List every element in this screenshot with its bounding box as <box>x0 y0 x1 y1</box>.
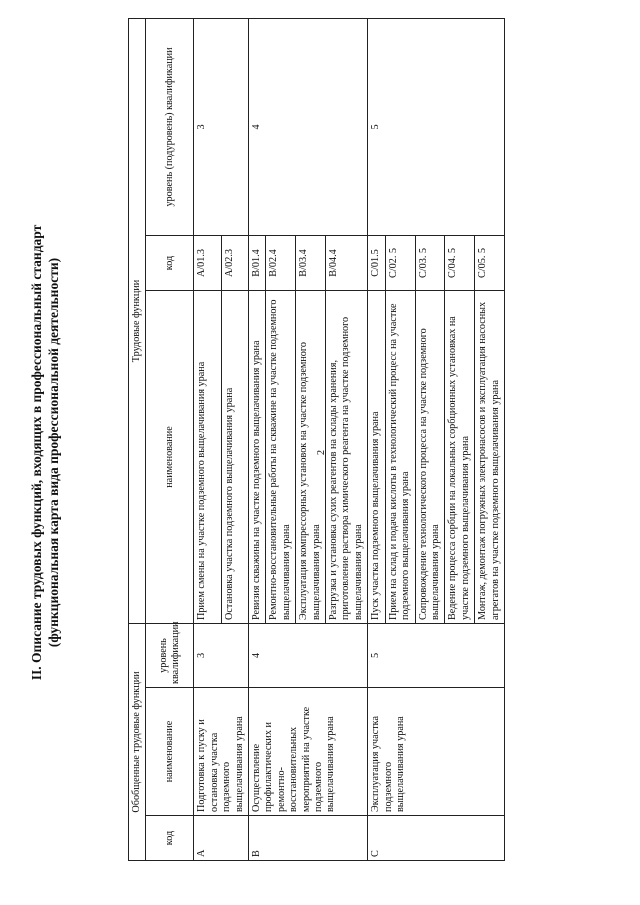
page-number: 2 <box>316 450 327 455</box>
header-gen-name: наименование <box>146 688 194 816</box>
function-name: Ревизия скважины на участке подземного выщелачивания урана <box>249 290 266 623</box>
function-sublevel: 5 <box>368 18 505 235</box>
function-code: B/01.4 <box>249 235 266 290</box>
header-labor: Трудовые функции <box>129 18 146 623</box>
header-generalized: Обобщенные трудовые функции <box>129 623 146 860</box>
group-level: 5 <box>368 623 505 687</box>
page-title <box>28 0 62 905</box>
function-code: C/03. 5 <box>415 235 445 290</box>
group-level: 3 <box>194 623 249 687</box>
function-name: Ведение процесса сорбции на локальных сорбционных установках на участке подземного выщелачивания урана <box>445 290 475 623</box>
group-name: Эксплуатация участка подземного выщелачивания урана <box>368 688 505 816</box>
functional-map-table <box>128 18 505 861</box>
group-level: 4 <box>249 623 368 687</box>
function-code: C/05. 5 <box>475 235 505 290</box>
table-row <box>194 18 221 860</box>
function-sublevel: 3 <box>194 18 249 235</box>
function-name: Эксплуатация компрессорных установок на участке подземного выщелачивания урана <box>296 290 326 623</box>
function-name: Остановка участка подземного выщелачивания урана <box>221 290 248 623</box>
function-name: Прием на склад и подача кислоты в технологический процесс на участке подземного выщелачивания урана <box>385 290 415 623</box>
function-name: Сопровождение технологического процесса на участке подземного выщелачивания урана <box>415 290 445 623</box>
table-body <box>194 18 505 860</box>
function-code: B/04.4 <box>326 235 368 290</box>
function-name: Разгрузка и установка сухих реагентов на склады хранения, приготовление раствора химического реагента на участке подземного выщелачивания урана <box>326 290 368 623</box>
group-code: C <box>368 816 505 861</box>
header-row-top <box>129 18 146 860</box>
function-name: Прием смены на участке подземного выщелачивания урана <box>194 290 221 623</box>
function-code: C/01.5 <box>368 235 385 290</box>
group-name: Подготовка к пуску и остановка участка подземного выщелачивания урана <box>194 688 249 816</box>
header-row-bottom <box>146 18 194 860</box>
table-row <box>249 18 266 860</box>
function-code: A/01.3 <box>194 235 221 290</box>
title-line-2: (функциональная карта вида профессиональной деятельности) <box>46 257 61 648</box>
function-name: Монтаж, демонтаж погружных электронасосов и эксплуатация насосных агрегатов на участке подземного выщелачивания урана <box>475 290 505 623</box>
header-gen-level: уровень квалификации <box>146 623 194 687</box>
function-code: A/02.3 <box>221 235 248 290</box>
group-code: A <box>194 816 249 861</box>
group-name: Осуществление профилактических и ремонтно-восстановительных мероприятий на участке подземного выщелачивания урана <box>249 688 368 816</box>
function-code: C/04. 5 <box>445 235 475 290</box>
function-sublevel: 4 <box>249 18 368 235</box>
function-code: B/02.4 <box>266 235 296 290</box>
table-row <box>368 18 385 860</box>
function-name: Пуск участка подземного выщелачивания урана <box>368 290 385 623</box>
function-code: B/03.4 <box>296 235 326 290</box>
title-line-1: II. Описание трудовых функций, входящих в профессиональный стандарт <box>29 224 44 681</box>
header-fn-name: наименование <box>146 290 194 623</box>
header-gen-code: код <box>146 816 194 861</box>
function-code: C/02. 5 <box>385 235 415 290</box>
header-fn-code: код <box>146 235 194 290</box>
group-code: B <box>249 816 368 861</box>
function-name: Ремонтно-восстановительные работы на скважине на участке подземного выщелачивания урана <box>266 290 296 623</box>
header-fn-sublevel: уровень (подуровень) квалификации <box>146 18 194 235</box>
